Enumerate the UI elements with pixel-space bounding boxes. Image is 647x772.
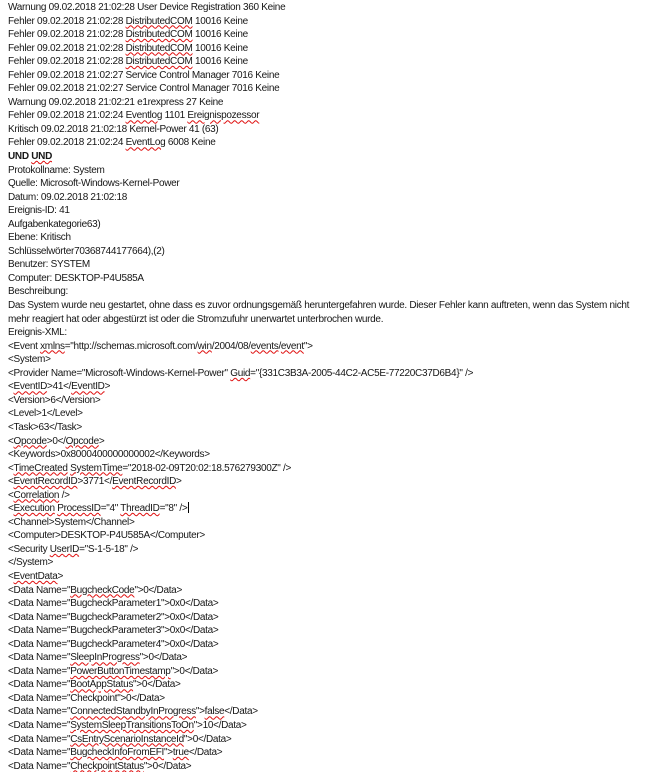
- misspelled-word[interactable]: DistributedCOM: [125, 56, 193, 68]
- text-segment: ="2018-02-09T20:02:18.576279300Z" />: [122, 462, 292, 474]
- log-line: [8, 367, 647, 381]
- misspelled-word[interactable]: Correlation: [13, 489, 60, 501]
- misspelled-word[interactable]: Guid: [230, 367, 251, 379]
- misspelled-word[interactable]: Eventlog: [125, 110, 163, 122]
- text-segment: <Data Name=": [8, 584, 71, 596]
- text-segment: >: [176, 476, 182, 488]
- text-segment: Fehler 09.02.2018 21:02:28: [8, 56, 126, 68]
- text-segment: <: [8, 503, 14, 515]
- log-line: [8, 638, 647, 652]
- text-segment: <Event: [8, 340, 41, 352]
- text-segment: Warnung 09.02.2018 21:02:21 e1rexpress 27 Keine: [8, 96, 224, 108]
- text-segment: Fehler 09.02.2018 21:02:27 Service Control Manager 7016 Keine: [8, 83, 280, 95]
- misspelled-word[interactable]: ConnectedStandbyInProgress: [70, 706, 196, 718]
- text-segment: ">: [303, 340, 313, 352]
- log-line: [8, 299, 647, 313]
- text-segment: ">: [164, 747, 173, 759]
- log-line: [8, 529, 647, 543]
- text-segment: Datum: 09.02.2018 21:02:18: [8, 191, 127, 203]
- log-line: [8, 611, 647, 625]
- text-segment: <Data Name=": [8, 760, 71, 772]
- text-segment: Fehler 09.02.2018 21:02:28: [8, 42, 126, 54]
- misspelled-word[interactable]: UserID: [49, 543, 80, 555]
- misspelled-word[interactable]: xmlns: [40, 340, 65, 352]
- log-line: [8, 462, 647, 476]
- text-segment: <Data Name=": [8, 665, 71, 677]
- log-line: [8, 109, 647, 123]
- log-line: [8, 489, 647, 503]
- text-segment: /2004/08/: [211, 340, 251, 352]
- log-line: [8, 678, 647, 692]
- misspelled-word[interactable]: Ereignispozessor: [187, 110, 260, 122]
- text-segment: >3771</: [77, 476, 113, 488]
- log-line: [8, 123, 647, 137]
- text-segment: <: [8, 570, 14, 582]
- misspelled-word[interactable]: EventData: [13, 570, 58, 582]
- log-line: [8, 435, 647, 449]
- text-segment: 10016 Keine: [192, 29, 248, 41]
- text-segment: Fehler 09.02.2018 21:02:24: [8, 137, 126, 149]
- text-segment: <Task>63</Task>: [8, 421, 82, 433]
- misspelled-word[interactable]: win: [197, 340, 212, 352]
- misspelled-word[interactable]: ThreadID: [120, 503, 160, 515]
- misspelled-word[interactable]: SystemSleepTransitionsToOn: [70, 719, 194, 731]
- log-line: [8, 502, 647, 516]
- text-segment: Fehler 09.02.2018 21:02:28: [8, 15, 126, 27]
- misspelled-word[interactable]: EventRecordID: [13, 476, 78, 488]
- misspelled-word[interactable]: CsEntryScenarioInstanceId: [70, 733, 184, 745]
- text-segment: <: [8, 476, 14, 488]
- log-line: [8, 69, 647, 83]
- log-line: [8, 340, 647, 354]
- misspelled-word[interactable]: events: [250, 340, 279, 352]
- log-line: [8, 258, 647, 272]
- text-segment: Das System wurde neu gestartet, ohne dass es zuvor ordnungsgemäß heruntergefahren wurde. Dieser Fehler kann auftreten, wenn das System nicht: [8, 300, 630, 312]
- text-segment: </System>: [8, 557, 54, 569]
- text-segment: <Channel>System</Channel>: [8, 516, 135, 528]
- text-segment: />: [59, 489, 70, 501]
- text-segment: ">10</Data>: [193, 719, 247, 731]
- text-segment: ">0</Data>: [139, 652, 188, 664]
- log-line: [8, 746, 647, 760]
- text-segment: 1101: [162, 110, 188, 122]
- text-segment: <: [8, 381, 14, 393]
- text-segment: <Data Name=": [8, 679, 71, 691]
- log-line: [8, 692, 647, 706]
- text-segment: Fehler 09.02.2018 21:02:27 Service Control Manager 7016 Keine: [8, 69, 280, 81]
- misspelled-word[interactable]: TimeCreated: [13, 462, 68, 474]
- text-segment: Schlüsselwörter70368744177664),(2): [8, 245, 165, 257]
- log-line: [8, 55, 647, 69]
- text-segment: /: [278, 340, 281, 352]
- text-segment: Ebene: Kritisch: [8, 232, 71, 244]
- misspelled-word[interactable]: DistributedCOM: [125, 29, 193, 41]
- log-line: [8, 191, 647, 205]
- log-line: [8, 28, 647, 42]
- log-line: [8, 42, 647, 56]
- text-segment: <Data Name="BugcheckParameter4">0x0</Data>: [8, 638, 219, 650]
- text-segment: <Level>1</Level>: [8, 408, 83, 420]
- log-line: [8, 448, 647, 462]
- misspelled-word[interactable]: BugcheckCode: [70, 584, 135, 596]
- text-segment: >: [104, 381, 111, 393]
- text-segment: <Data Name="BugcheckParameter3">0x0</Data>: [8, 625, 219, 637]
- text-segment: <System>: [8, 354, 51, 366]
- log-line: [8, 353, 647, 367]
- text-segment: ="{331C3B3A-2005-44C2-AC5E-77220C37D6B4}" />: [250, 367, 474, 379]
- log-line: [8, 584, 647, 598]
- log-line: [8, 164, 647, 178]
- log-line: [8, 705, 647, 719]
- log-line: [8, 15, 647, 29]
- log-line: [8, 516, 647, 530]
- text-segment: >0</: [46, 435, 66, 447]
- misspelled-word[interactable]: EventLog: [125, 137, 166, 149]
- log-line: [8, 665, 647, 679]
- text-segment: </Data>: [224, 706, 258, 718]
- log-line: [8, 82, 647, 96]
- text-segment: >: [57, 570, 64, 582]
- text-segment: Benutzer: SYSTEM: [8, 259, 90, 271]
- text-segment: Ereignis-ID: 41: [8, 205, 70, 217]
- text-segment: mehr reagiert hat oder abgestürzt ist oder die Stromzufuhr unerwartet unterbrochen wurde.: [8, 313, 384, 325]
- text-segment: Aufgabenkategorie63): [8, 218, 101, 230]
- text-segment: ">0</Data>: [143, 760, 192, 772]
- text-segment: Fehler 09.02.2018 21:02:24: [8, 110, 126, 122]
- misspelled-word[interactable]: DistributedCOM: [125, 15, 193, 27]
- log-line: [8, 570, 647, 584]
- document-body[interactable]: [8, 1, 647, 772]
- text-segment: Beschreibung:: [8, 286, 69, 298]
- text-segment: <Data Name=": [8, 706, 71, 718]
- text-segment: ">0</Data>: [183, 733, 232, 745]
- misspelled-word[interactable]: Execution: [13, 503, 55, 515]
- text-segment: UND: [8, 151, 32, 163]
- log-line: [8, 1, 647, 15]
- log-line: [8, 651, 647, 665]
- misspelled-word[interactable]: true: [172, 747, 189, 759]
- text-segment: <Data Name="BugcheckParameter1">0x0</Data>: [8, 598, 219, 610]
- misspelled-word[interactable]: DistributedCOM: [125, 42, 193, 54]
- text-segment: <Data Name="Checkpoint">0</Data>: [8, 692, 165, 704]
- text-segment: Kritisch 09.02.2018 21:02:18 Kernel-Power 41 (63): [8, 123, 219, 135]
- text-segment: <Security: [8, 543, 50, 555]
- log-line: [8, 285, 647, 299]
- misspelled-word[interactable]: SleepInProgress: [70, 652, 140, 664]
- text-segment: ="8" />: [159, 503, 188, 515]
- log-line: [8, 272, 647, 286]
- misspelled-word[interactable]: Opcode: [65, 435, 99, 447]
- log-line: [8, 475, 647, 489]
- log-line: [8, 380, 647, 394]
- log-line: [8, 556, 647, 570]
- text-segment: <Data Name=": [8, 747, 71, 759]
- log-line: [8, 760, 647, 772]
- text-segment: <Provider Name="Microsoft-Windows-Kernel-Power": [8, 367, 231, 379]
- text-segment: ="http://schemas.microsoft.com/: [64, 340, 198, 352]
- text-segment: </Data>: [188, 747, 223, 759]
- text-segment: Warnung 09.02.2018 21:02:28 User Device Registration 360 Keine: [8, 2, 286, 13]
- log-line: [8, 96, 647, 110]
- text-segment: Computer: DESKTOP-P4U585A: [8, 272, 144, 284]
- log-line: [8, 597, 647, 611]
- log-line: [8, 177, 647, 191]
- text-segment: <Data Name=": [8, 652, 71, 664]
- misspelled-word[interactable]: EventRecordID: [112, 476, 176, 488]
- log-line: [8, 204, 647, 218]
- text-segment: 6008 Keine: [165, 137, 216, 149]
- log-line: [8, 733, 647, 747]
- text-segment: Protokollname: System: [8, 164, 105, 176]
- text-segment: ="S-1-5-18" />: [79, 543, 139, 555]
- misspelled-word[interactable]: EventID: [71, 381, 105, 393]
- text-segment: ">0</Data>: [134, 584, 182, 596]
- log-line: [8, 231, 647, 245]
- misspelled-word[interactable]: BootAppStatus: [70, 679, 134, 691]
- misspelled-word[interactable]: EventID: [13, 381, 48, 393]
- text-segment: 10016 Keine: [192, 15, 248, 27]
- misspelled-word[interactable]: ProcessID: [57, 503, 101, 515]
- log-line: [8, 150, 647, 164]
- log-line: [8, 326, 647, 340]
- text-segment: ="4": [100, 503, 121, 515]
- text-segment: <: [8, 435, 14, 447]
- misspelled-word[interactable]: PowerButtonTimestamp: [70, 665, 171, 677]
- text-segment: 10016 Keine: [192, 56, 248, 68]
- text-segment: >41</: [47, 381, 72, 393]
- log-line: [8, 719, 647, 733]
- log-line: [8, 421, 647, 435]
- log-line: [8, 394, 647, 408]
- text-cursor: [188, 502, 189, 513]
- log-line: [8, 245, 647, 259]
- text-segment: <Data Name=": [8, 733, 71, 745]
- misspelled-word[interactable]: event: [280, 340, 304, 352]
- misspelled-word[interactable]: false: [204, 706, 225, 718]
- misspelled-word[interactable]: SystemTime: [70, 462, 123, 474]
- log-line: [8, 543, 647, 557]
- misspelled-word[interactable]: BugcheckInfoFromEFI: [70, 747, 165, 759]
- text-segment: Quelle: Microsoft-Windows-Kernel-Power: [8, 178, 180, 190]
- misspelled-word[interactable]: Opcode: [13, 435, 47, 447]
- text-segment: <Keywords>0x8000400000000002</Keywords>: [8, 449, 210, 461]
- text-segment: Fehler 09.02.2018 21:02:28: [8, 29, 126, 41]
- text-segment: ">0</Data>: [133, 679, 181, 691]
- text-segment: ">: [195, 706, 205, 718]
- misspelled-word[interactable]: UND: [31, 151, 53, 163]
- text-segment: <Data Name=": [8, 719, 71, 731]
- text-segment: ">0</Data>: [170, 665, 219, 677]
- text-segment: <Version>6</Version>: [8, 394, 101, 406]
- text-segment: <Data Name="BugcheckParameter2">0x0</Data>: [8, 611, 219, 623]
- text-segment: Ereignis-XML:: [8, 327, 67, 339]
- text-segment: 10016 Keine: [192, 42, 248, 54]
- log-line: [8, 624, 647, 638]
- text-segment: >: [98, 435, 105, 447]
- misspelled-word[interactable]: CheckpointStatus: [70, 760, 144, 772]
- log-line: [8, 407, 647, 421]
- log-line: [8, 136, 647, 150]
- text-segment: <: [8, 489, 14, 501]
- text-segment: <: [8, 462, 14, 474]
- text-segment: <Computer>DESKTOP-P4U585A</Computer>: [8, 530, 205, 542]
- log-line: [8, 313, 647, 327]
- log-line: [8, 218, 647, 232]
